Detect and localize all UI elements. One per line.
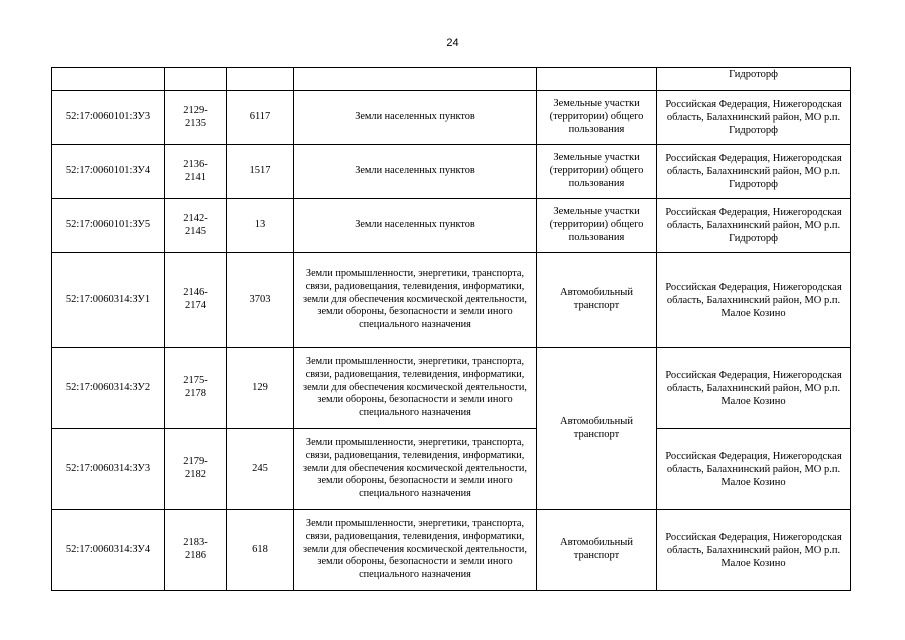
cadastral-number-cell: 52:17:0060101:ЗУ5 — [52, 199, 165, 253]
area-cell: 618 — [227, 510, 294, 591]
points-range-cell: 2142- 2145 — [165, 199, 227, 253]
permitted-use-cell: Земельные участки (территории) общего пользования — [537, 91, 657, 145]
land-category-cell: Земли промышленности, энергетики, транспорта, связи, радиовещания, телевидения, информатики, земли для обеспечения космической деятельности, земли обороны, безопасности и земли иного специального назначения — [294, 429, 537, 510]
address-cell: Российская Федерация, Нижегородская область, Балахнинский район, МО р.п. Гидроторф — [657, 91, 851, 145]
permitted-use-cell: Автомобильный транспорт — [537, 510, 657, 591]
land-category-cell: Земли населенных пунктов — [294, 91, 537, 145]
address-cell: Российская Федерация, Нижегородская область, Балахнинский район, МО р.п. Малое Козино — [657, 253, 851, 348]
address-cell: Российская Федерация, Нижегородская область, Балахнинский район, МО р.п. Гидроторф — [657, 199, 851, 253]
empty-cell — [165, 68, 227, 91]
land-category-cell: Земли промышленности, энергетики, транспорта, связи, радиовещания, телевидения, информатики, земли для обеспечения космической деятельности, земли обороны, безопасности и земли иного специального назначения — [294, 510, 537, 591]
table-row — [52, 199, 851, 253]
cadastral-number-cell: 52:17:0060314:ЗУ2 — [52, 348, 165, 429]
land-category-cell: Земли промышленности, энергетики, транспорта, связи, радиовещания, телевидения, информатики, земли для обеспечения космической деятельности, земли обороны, безопасности и земли иного специального назначения — [294, 348, 537, 429]
empty-cell — [294, 68, 537, 91]
table-row — [52, 91, 851, 145]
table-row — [52, 429, 851, 510]
land-category-cell: Земли промышленности, энергетики, транспорта, связи, радиовещания, телевидения, информатики, земли для обеспечения космической деятельности, земли обороны, безопасности и земли иного специального назначения — [294, 253, 537, 348]
permitted-use-cell: Земельные участки (территории) общего пользования — [537, 199, 657, 253]
empty-cell — [537, 68, 657, 91]
points-range-cell: 2179- 2182 — [165, 429, 227, 510]
permitted-use-cell: Земельные участки (территории) общего пользования — [537, 145, 657, 199]
cadastral-number-cell: 52:17:0060314:ЗУ1 — [52, 253, 165, 348]
points-range-cell: 2175- 2178 — [165, 348, 227, 429]
cadastral-number-cell: 52:17:0060314:ЗУ4 — [52, 510, 165, 591]
empty-cell — [52, 68, 165, 91]
points-range-cell: 2136- 2141 — [165, 145, 227, 199]
address-cell: Российская Федерация, Нижегородская область, Балахнинский район, МО р.п. Малое Козино — [657, 510, 851, 591]
area-cell: 129 — [227, 348, 294, 429]
land-category-cell: Земли населенных пунктов — [294, 199, 537, 253]
points-range-cell: 2183- 2186 — [165, 510, 227, 591]
area-cell: 245 — [227, 429, 294, 510]
table-row — [52, 253, 851, 348]
table-row — [52, 348, 851, 429]
cadastral-number-cell: 52:17:0060101:ЗУ4 — [52, 145, 165, 199]
table-row — [52, 510, 851, 591]
area-cell: 6117 — [227, 91, 294, 145]
table-row-continued — [52, 68, 851, 91]
land-plots-table — [51, 67, 851, 591]
address-cell: Российская Федерация, Нижегородская область, Балахнинский район, МО р.п. Гидроторф — [657, 145, 851, 199]
cadastral-number-cell: 52:17:0060314:ЗУ3 — [52, 429, 165, 510]
address-cell: Гидроторф — [657, 68, 851, 91]
empty-cell — [227, 68, 294, 91]
area-cell: 1517 — [227, 145, 294, 199]
page-number: 24 — [446, 37, 459, 49]
area-cell: 13 — [227, 199, 294, 253]
permitted-use-cell: Автомобильный транспорт — [537, 348, 657, 510]
table-row — [52, 145, 851, 199]
cadastral-number-cell: 52:17:0060101:ЗУ3 — [52, 91, 165, 145]
area-cell: 3703 — [227, 253, 294, 348]
points-range-cell: 2129- 2135 — [165, 91, 227, 145]
address-cell: Российская Федерация, Нижегородская область, Балахнинский район, МО р.п. Малое Козино — [657, 429, 851, 510]
points-range-cell: 2146- 2174 — [165, 253, 227, 348]
permitted-use-cell: Автомобильный транспорт — [537, 253, 657, 348]
land-category-cell: Земли населенных пунктов — [294, 145, 537, 199]
address-cell: Российская Федерация, Нижегородская область, Балахнинский район, МО р.п. Малое Козино — [657, 348, 851, 429]
